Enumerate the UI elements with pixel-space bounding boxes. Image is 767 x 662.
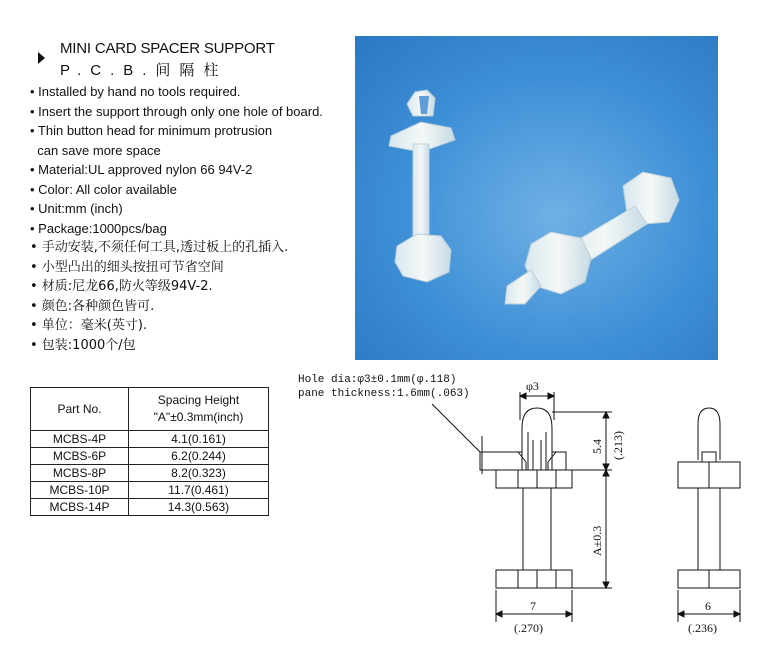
dim-side-inch: (.236) (688, 621, 717, 635)
part-cell: MCBS-6P (31, 448, 129, 465)
feature-item-cn: • 材质:尼龙66,防火等级94V-2. (30, 279, 213, 294)
feature-item: • Thin button head for minimum protrusion (30, 123, 273, 138)
feature-item: can save more space (30, 142, 161, 158)
height-cell: 4.1(0.161) (129, 431, 269, 448)
feature-item: • Material:UL approved nylon 66 94V-2 (30, 162, 253, 177)
dim-base: 7 (530, 599, 536, 613)
height-cell: 6.2(0.244) (129, 448, 269, 465)
stem (523, 488, 551, 570)
part-cell: MCBS-14P (31, 499, 129, 516)
head-slits (528, 432, 546, 470)
dim-base-inch: (.270) (514, 621, 543, 635)
part-cell: MCBS-4P (31, 431, 129, 448)
feature-item-cn: • 单位：毫米(英寸). (30, 318, 148, 333)
head-barbs (518, 452, 556, 470)
feature-item-cn: • 包装:1000个/包 (30, 337, 136, 353)
part-cell: MCBS-8P (31, 465, 129, 482)
front-view (480, 392, 612, 622)
dim-side: 6 (705, 599, 711, 613)
height-cell: 14.3(0.563) (129, 499, 269, 516)
note-line: pane thickness:1.6mm(.063) (298, 388, 470, 400)
feature-item: • Color: All color available (30, 181, 177, 197)
top-flange (496, 470, 572, 488)
height-cell: 8.2(0.323) (129, 465, 269, 482)
dim-a: A±0.3 (590, 525, 604, 556)
feature-item-cn: • 手动安装,不须任何工具,透过板上的孔插入. (30, 240, 289, 255)
feature-item: • Insert the support through only one hole of board. (30, 103, 323, 119)
side-view (678, 408, 740, 622)
header-line: Spacing Height (157, 393, 240, 407)
column-header-part: Part No. (31, 388, 129, 431)
dim-head: 5.4 (590, 439, 604, 454)
feature-item: • Package:1000pcs/bag (30, 220, 167, 236)
side-stem (698, 488, 720, 570)
feature-item-cn: • 小型凸出的细头按扭可节省空间 (30, 259, 224, 275)
head-outline (522, 408, 552, 470)
feature-item-cn: • 颜色:各种颜色皆可. (30, 298, 155, 314)
note-line: Hole dia:φ3±0.1mm(φ.118) (298, 374, 457, 386)
height-cell: 11.7(0.461) (129, 482, 269, 499)
product-title: MINI CARD SPACER SUPPORT (60, 40, 275, 57)
feature-item: • Installed by hand no tools required. (30, 84, 241, 99)
header-line: "A"±0.3mm(inch) (153, 410, 244, 424)
bottom-flange (496, 570, 572, 588)
product-title-chinese: P.C.B.间隔柱 (60, 62, 228, 79)
feature-item: • Unit:mm (inch) (30, 201, 123, 216)
dim-phi: φ3 (526, 379, 539, 393)
dim-head-inch: (.213) (611, 431, 625, 460)
board-left (480, 452, 522, 470)
part-cell: MCBS-10P (31, 482, 129, 499)
leader-line (432, 404, 480, 452)
